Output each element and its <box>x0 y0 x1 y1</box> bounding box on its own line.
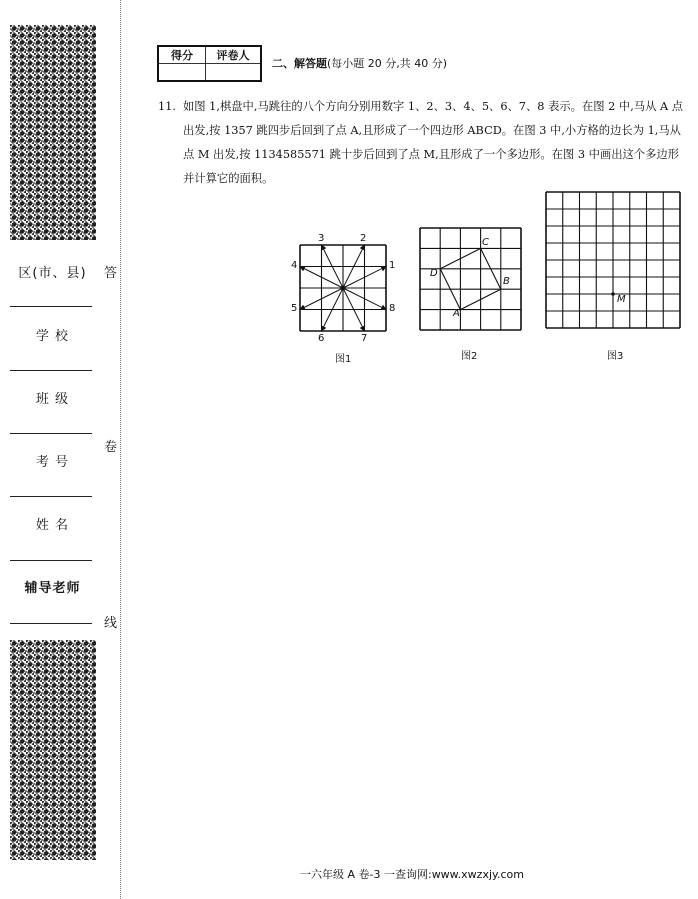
score-header: 得分 <box>158 46 206 64</box>
section-title <box>272 55 447 71</box>
section-note: (每小题 20 分,共 40 分) <box>327 57 448 70</box>
fig1-label-2: 2 <box>360 233 367 244</box>
fig1-label-3: 3 <box>318 233 325 244</box>
field-line <box>10 370 92 371</box>
binding-line <box>120 0 121 899</box>
field-line <box>10 623 92 624</box>
fig2-caption: 图2 <box>461 351 478 362</box>
seal-char-juan: 卷 <box>104 440 118 455</box>
field-line <box>10 496 92 497</box>
fig2-label-a: A <box>453 308 460 319</box>
fig1-label-4: 4 <box>291 260 298 271</box>
fig1-label-8: 8 <box>389 303 396 314</box>
fig3-caption: 图3 <box>607 351 624 362</box>
decorative-border-top <box>10 25 96 240</box>
figure-3[interactable] <box>546 192 680 328</box>
score-table <box>157 45 262 82</box>
field-line <box>10 560 92 561</box>
section-heading: 二、解答题 <box>272 57 327 70</box>
question-text: 如图 1,棋盘中,马跳往的八个方向分别用数字 1、2、3、4、5、6、7、8 表示。在图 2 中,马从 A 点出发,按 1357 跳四步后回到了点 A,且形成了一个四边形 ABCD。在图 3 中,小方格的边长为 1,马从点 M 出发,按 1134585571 跳十步后回到了点 M,且形成了一个多边形。在图 3 中画出这个多边形并计算它的面积。 <box>183 100 684 185</box>
fig2-label-d: D <box>430 268 438 279</box>
fig2-label-c: C <box>482 237 489 248</box>
fig1-label-5: 5 <box>291 303 298 314</box>
center-point <box>341 286 346 291</box>
page-footer: 一六年级 A 卷-3 一查询网:www.xwzxjy.com <box>300 868 524 881</box>
field-label-class: 班 级 <box>35 392 70 407</box>
grader-header: 评卷人 <box>206 46 262 64</box>
field-label-district: 区(市、县) <box>18 266 87 281</box>
seal-char-da: 答 <box>104 266 118 281</box>
fig1-caption: 图1 <box>335 354 352 365</box>
question-11 <box>158 95 688 191</box>
grader-cell[interactable] <box>206 64 262 82</box>
quadrilateral-abcd <box>440 248 501 309</box>
figure-1 <box>300 245 386 331</box>
field-label-name: 姓 名 <box>35 518 70 533</box>
fig3-label-m: M <box>617 294 626 305</box>
field-label-exam-number: 考 号 <box>35 455 70 470</box>
fig1-label-6: 6 <box>318 333 325 344</box>
field-label-school: 学 校 <box>35 329 70 344</box>
field-line <box>10 306 92 307</box>
fig2-label-b: B <box>503 276 510 287</box>
decorative-border-bottom <box>10 640 96 860</box>
point-m <box>611 292 615 296</box>
score-cell[interactable] <box>158 64 206 82</box>
field-label-tutor: 辅导老师 <box>24 581 81 596</box>
seal-char-xian: 线 <box>104 616 118 631</box>
question-number: 11. <box>158 100 176 113</box>
fig1-label-7: 7 <box>361 333 368 344</box>
fig1-label-1: 1 <box>389 260 396 271</box>
field-line <box>10 433 92 434</box>
